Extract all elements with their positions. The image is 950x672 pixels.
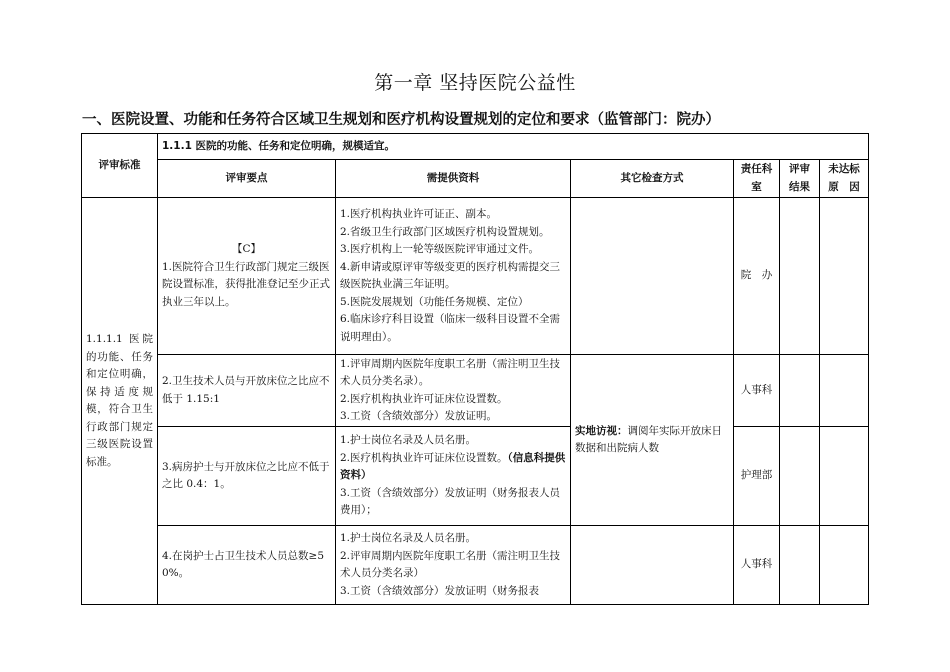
other-methods-cell: [571, 198, 734, 355]
material-item: 3.工资（含绩效部分）发放证明（财务报表人员费用）；: [340, 486, 561, 517]
material-item: 4.新申请或原评审等级变更的医疗机构需提交三级医院执业满三年证明。: [340, 260, 561, 290]
material-item: 1.医疗机构执业许可证正、副本。: [340, 208, 498, 220]
responsible-dept-cell: 护理部: [734, 427, 780, 526]
material-item: 3.工资（含绩效部分）发放证明。: [340, 410, 498, 422]
material-item: 1.评审周期内医院年度职工名册（需注明卫生技术人员分类名录）。: [340, 357, 561, 387]
header-unmet-reason: 未达标原 因: [820, 160, 869, 198]
standard-title-cell: 1.1.1 医院的功能、任务和定位明确，规模适宜。: [158, 134, 869, 160]
unmet-reason-cell: [820, 427, 869, 526]
material-item: 5.医院发展规划（功能任务规模、定位）: [340, 295, 529, 308]
indicator-cell: 1.1.1.1 医院的功能、任务和定位明确，保持适度规模，符合卫生行政部门规定三级医院设置标准。: [82, 198, 158, 605]
site-visit-text: 调阅年实际开放床日数据和出院病人数: [575, 424, 722, 454]
review-result-cell: [780, 427, 820, 526]
material-item-text: 2.医疗机构执业许可证床位设置数。: [340, 451, 508, 464]
responsible-dept-cell: 院 办: [734, 198, 780, 355]
responsible-dept-cell: 人事科: [734, 355, 780, 427]
unmet-reason-cell: [820, 198, 869, 355]
material-item: 2.省级卫生行政部门区域医疗机构设置规划。: [340, 225, 550, 238]
materials-cell: [336, 526, 571, 605]
review-result-cell: [780, 198, 820, 355]
header-points: 评审要点: [158, 160, 336, 198]
grade-label: 【C】: [231, 243, 262, 255]
review-result-cell: [780, 355, 820, 427]
responsible-dept-cell: 人事科: [734, 526, 780, 605]
material-item: [340, 450, 566, 485]
materials-cell: [336, 427, 571, 526]
review-point-cell: 4.在岗护士占卫生技术人员总数≥50%。: [158, 526, 336, 605]
review-point-cell: 2.卫生技术人员与开放床位之比应不低于 1.15:1: [158, 355, 336, 427]
standard-label-cell: 评审标准: [82, 134, 158, 198]
header-other-methods: 其它检查方式: [571, 160, 734, 198]
material-item: 1.护士岗位名录及人员名册。: [340, 434, 477, 447]
material-item: 3.工资（含绩效部分）发放证明（财务报表: [340, 584, 540, 597]
material-item: 2.评审周期内医院年度职工名册（需注明卫生技术人员分类名录）: [340, 549, 561, 579]
chapter-title: 第一章 坚持医院公益性: [374, 72, 576, 94]
review-point-text: 1.医院符合卫生行政部门规定三级医院设置标准，获得批准登记至少正式执业三年以上。: [162, 260, 330, 308]
table-row: [82, 198, 869, 355]
materials-cell: [336, 355, 571, 427]
material-item: 2.医疗机构执业许可证床位设置数。: [340, 392, 508, 405]
header-review-result: 评审结果: [780, 160, 820, 198]
unmet-reason-cell: [820, 526, 869, 605]
unmet-reason-cell: [820, 355, 869, 427]
table-row: [82, 355, 869, 427]
materials-cell: [336, 198, 571, 355]
material-item: 1.护士岗位名录及人员名册。: [340, 532, 477, 544]
table-row: [82, 427, 869, 526]
site-visit-label: 实地访视：: [575, 424, 628, 437]
review-point-cell: 3.病房护士与开放床位之比应不低于之比 0.4：1。: [158, 427, 336, 526]
site-visit-cell: [571, 355, 734, 526]
header-materials: 需提供资料: [336, 160, 571, 198]
review-result-cell: [780, 526, 820, 605]
material-item-note: （信息科提供资料）: [340, 451, 566, 482]
other-methods-cell: [571, 526, 734, 605]
material-item: 6.临床诊疗科目设置（临床一级科目设置不全需说明理由）。: [340, 313, 561, 343]
review-standard-table: [81, 133, 869, 605]
section-heading: 一、医院设置、功能和任务符合区域卫生规划和医疗机构设置规划的定位和要求（监管部门：院办）: [82, 112, 720, 128]
table-row: [82, 526, 869, 605]
header-responsible-dept: 责任科室: [734, 160, 780, 198]
review-point-cell: [158, 198, 336, 355]
material-item: 3.医疗机构上一轮等级医院评审通过文件。: [340, 243, 540, 255]
